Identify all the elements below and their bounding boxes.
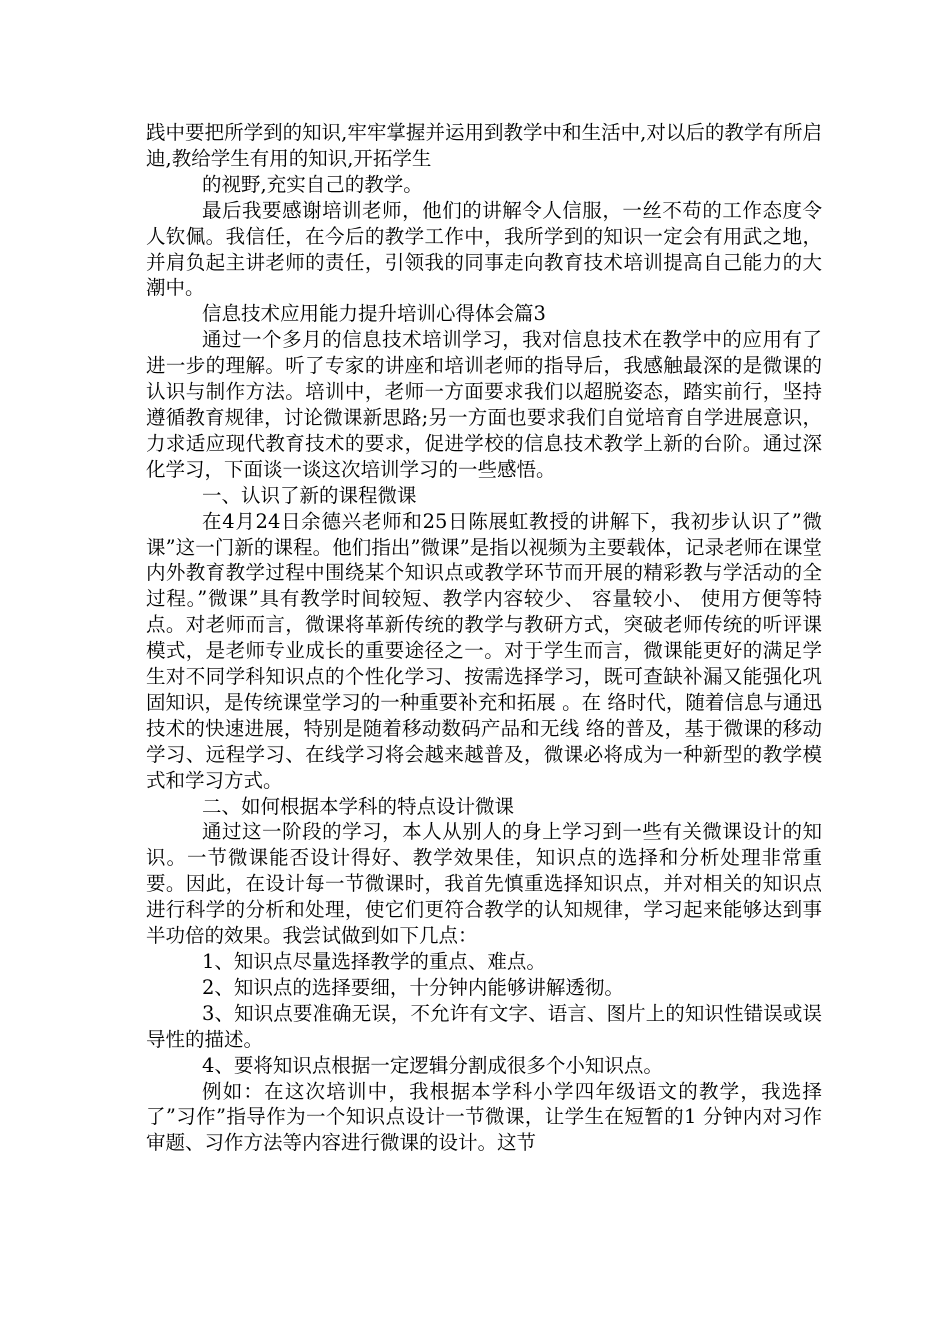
section-title: 信息技术应用能力提升培训心得体会篇3 [202,302,546,326]
list-item-2: 2、知识点的选择要细，十分钟内能够讲解透彻。 [202,975,624,999]
paragraph-9: 通过这一阶段的学习，本人从别人的身上学习到一些有关微课设计的知识。一节微课能否设计得好、教学效果佳，知识点的选择和分析处理非常重要。因此，在设计每一节微课时，我首先慎重选择知识点，并对相关的知识点进行科学的分析和处理，使它们更符合教学的认知规律，学习起来能够达到事半功倍的效果。我尝试做到如下几点： [146,820,822,948]
body-text [146,120,822,1156]
paragraph-1: 践中要把所学到的知识,牢牢掌握并运用到教学中和生活中,对以后的教学有所启迪,教给学生有用的知识,开拓学生 [146,121,822,170]
list-item-3: 3、知识点要准确无误，不允许有文字、语言、图片上的知识性错误或误导性的描述。 [146,1001,822,1051]
paragraph-5: 通过一个多月的信息技术培训学习，我对信息技术在教学中的应用有了进一步的理解。听了专家的讲座和培训老师的指导后，我感触最深的是微课的认识与制作方法。培训中，老师一方面要求我们以超脱姿态，踏实前行，坚持遵循教育规律，讨论微课新思路;另一方面也要求我们自觉培育自学进展意识，力求适应现代教育技术的要求，促进学校的信息技术教学上新的台阶。通过深化学习，下面谈一谈这次培训学习的一些感悟。 [146,328,822,481]
heading-1: 一、认识了新的课程微课 [202,483,417,507]
paragraph-14: 例如：在这次培训中，我根据本学科小学四年级语文的教学，我选择了”习作”指导作为一个知识点设计一节微课，让学生在短暂的1 分钟内对习作审题、习作方法等内容进行微课的设计。这节 [146,1079,822,1155]
list-item-1: 1、知识点尽量选择教学的重点、难点。 [202,950,546,973]
paragraph-2: 的视野,充实自己的教学。 [202,172,423,196]
heading-2: 二、如何根据本学科的特点设计微课 [202,794,515,818]
list-item-4: 4、要将知识点根据一定逻辑分割成很多个小知识点。 [202,1053,663,1077]
paragraph-7: 在4月24日余德兴老师和25日陈展虹教授的讲解下，我初步认识了”微课”这一门新的课程。他们指出”微课”是指以视频为主要载体，记录老师在课堂内外教育教学过程中围绕某个知识点或教学环节而开展的精彩教与学活动的全过程。”微课”具有教学时间较短、教学内容较少、 容量较小、 使用方便等特点。对老师而言，微课将革新传统的教学与教研方式，突破老师传统的听评课模式，是老师专业成长的重要途径之一。对于学生而言，微课能更好的满足学生对不同学科知识点的个性化学习、按需选择学习，既可查缺补漏又能强化巩固知识，是传统课堂学习的一种重要补充和拓展 。在 络时代，随着信息与通迅技术的快速进展，特别是随着移动数码产品和无线 络的普及，基于微课的移动学习、远程学习、在线学习将会越来越普及，微课必将成为一种新型的教学模式和学习方式。 [146,509,822,792]
paragraph-3: 最后我要感谢培训老师，他们的讲解令人信服，一丝不苟的工作态度令人钦佩。我信任，在今后的教学工作中，我所学到的知识一定会有用武之地，并肩负起主讲老师的责任，引领我的同事走向教育技术培训提高自己能力的大潮中。 [146,198,822,300]
